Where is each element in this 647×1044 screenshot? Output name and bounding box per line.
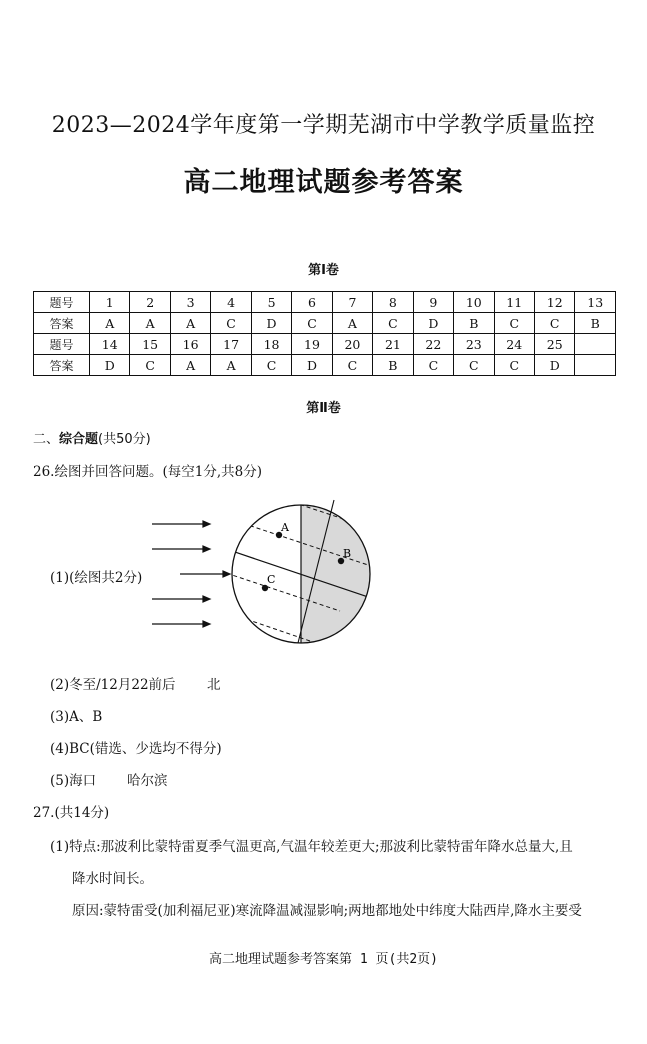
q26-part5-a: (5)海口 xyxy=(50,773,97,789)
table-cell: 2 xyxy=(130,292,170,313)
table-cell: 19 xyxy=(292,334,332,355)
table-cell: B xyxy=(454,313,494,334)
part1-heading: 第Ⅰ卷 xyxy=(308,263,339,278)
sunlight-arrows xyxy=(152,521,230,627)
table-cell: D xyxy=(292,355,332,376)
page-footer: 高二地理试题参考答案第 1 页(共2页) xyxy=(209,952,438,967)
arrow-head-icon xyxy=(203,521,210,527)
question-27-title: 27.(共14分) xyxy=(33,805,110,821)
row-label-answer: 答案 xyxy=(34,313,90,334)
part2-heading: 第Ⅱ卷 xyxy=(306,401,341,416)
table-cell: D xyxy=(534,355,574,376)
row-label-question: 题号 xyxy=(34,292,90,313)
table-cell: 24 xyxy=(494,334,534,355)
table-cell: 3 xyxy=(170,292,210,313)
table-cell: 6 xyxy=(292,292,332,313)
table-cell: D xyxy=(413,313,453,334)
table-cell: C xyxy=(454,355,494,376)
table-cell: B xyxy=(373,355,413,376)
table-cell: C xyxy=(373,313,413,334)
table-cell: 7 xyxy=(332,292,372,313)
arrow-head-icon xyxy=(223,571,230,577)
table-cell: A xyxy=(90,313,130,334)
question-26-title: 26.绘图并回答问题。(每空1分,共8分) xyxy=(33,464,262,480)
q26-part1: (1)(绘图共2分) xyxy=(50,570,143,586)
table-cell: 12 xyxy=(534,292,574,313)
table-cell: D xyxy=(90,355,130,376)
table-cell: C xyxy=(534,313,574,334)
section-title xyxy=(33,428,151,447)
table-cell: A xyxy=(170,313,210,334)
answer-table xyxy=(33,291,616,376)
table-cell: A xyxy=(170,355,210,376)
table-row xyxy=(34,334,616,355)
table-cell: D xyxy=(251,313,291,334)
table-cell: C xyxy=(292,313,332,334)
table-cell: 9 xyxy=(413,292,453,313)
point-a-label: A xyxy=(281,521,289,534)
table-cell xyxy=(575,355,616,376)
q26-part3: (3)A、B xyxy=(50,709,103,725)
q26-part5-b: 哈尔滨 xyxy=(127,773,168,789)
table-cell: C xyxy=(494,355,534,376)
table-cell: 10 xyxy=(454,292,494,313)
q26-part2-direction: 北 xyxy=(207,677,221,693)
table-cell: 5 xyxy=(251,292,291,313)
table-cell: A xyxy=(130,313,170,334)
section-number: 二、 xyxy=(33,432,60,447)
point-b-label: B xyxy=(343,547,352,560)
point-c-label: C xyxy=(267,573,276,586)
table-cell: 21 xyxy=(373,334,413,355)
table-cell: 13 xyxy=(575,292,616,313)
arrow-head-icon xyxy=(203,621,210,627)
table-cell: 11 xyxy=(494,292,534,313)
earth-illumination-diagram xyxy=(140,495,385,655)
table-cell: 17 xyxy=(211,334,251,355)
table-cell: C xyxy=(251,355,291,376)
table-cell: A xyxy=(332,313,372,334)
row-label-question: 题号 xyxy=(34,334,90,355)
table-cell: 23 xyxy=(454,334,494,355)
table-row xyxy=(34,355,616,376)
table-cell: 16 xyxy=(170,334,210,355)
table-cell: 25 xyxy=(534,334,574,355)
table-row xyxy=(34,313,616,334)
arrow-head-icon xyxy=(203,596,210,602)
table-cell: 4 xyxy=(211,292,251,313)
exam-title: 2023—2024学年度第一学期芜湖市中学教学质量监控 xyxy=(51,113,596,138)
table-cell: C xyxy=(211,313,251,334)
table-cell: C xyxy=(494,313,534,334)
table-cell: C xyxy=(332,355,372,376)
table-cell xyxy=(575,334,616,355)
arrow-head-icon xyxy=(203,546,210,552)
table-cell: 20 xyxy=(332,334,372,355)
row-label-answer: 答案 xyxy=(34,355,90,376)
q26-part4: (4)BC(错选、少选均不得分) xyxy=(50,741,222,757)
table-cell: 22 xyxy=(413,334,453,355)
section-points: (共50分) xyxy=(98,432,151,447)
table-cell: A xyxy=(211,355,251,376)
q26-part2-answer: (2)冬至/12月22前后 xyxy=(50,677,176,693)
table-cell: C xyxy=(130,355,170,376)
q27-part1-line2: 降水时间长。 xyxy=(72,871,153,887)
q27-part1-reason: 原因:蒙特雷受(加利福尼亚)寒流降温减湿影响;两地都地处中纬度大陆西岸,降水主要受 xyxy=(72,903,582,919)
document-title: 高二地理试题参考答案 xyxy=(183,167,464,198)
table-cell: 18 xyxy=(251,334,291,355)
table-cell: 8 xyxy=(373,292,413,313)
table-cell: B xyxy=(575,313,616,334)
table-cell: C xyxy=(413,355,453,376)
table-cell: 14 xyxy=(90,334,130,355)
q27-part1-line1: (1)特点:那波利比蒙特雷夏季气温更高,气温年较差更大;那波利比蒙特雷年降水总量大,且 xyxy=(50,839,573,855)
section-name: 综合题 xyxy=(59,432,99,447)
table-cell: 1 xyxy=(90,292,130,313)
table-cell: 15 xyxy=(130,334,170,355)
table-row xyxy=(34,292,616,313)
